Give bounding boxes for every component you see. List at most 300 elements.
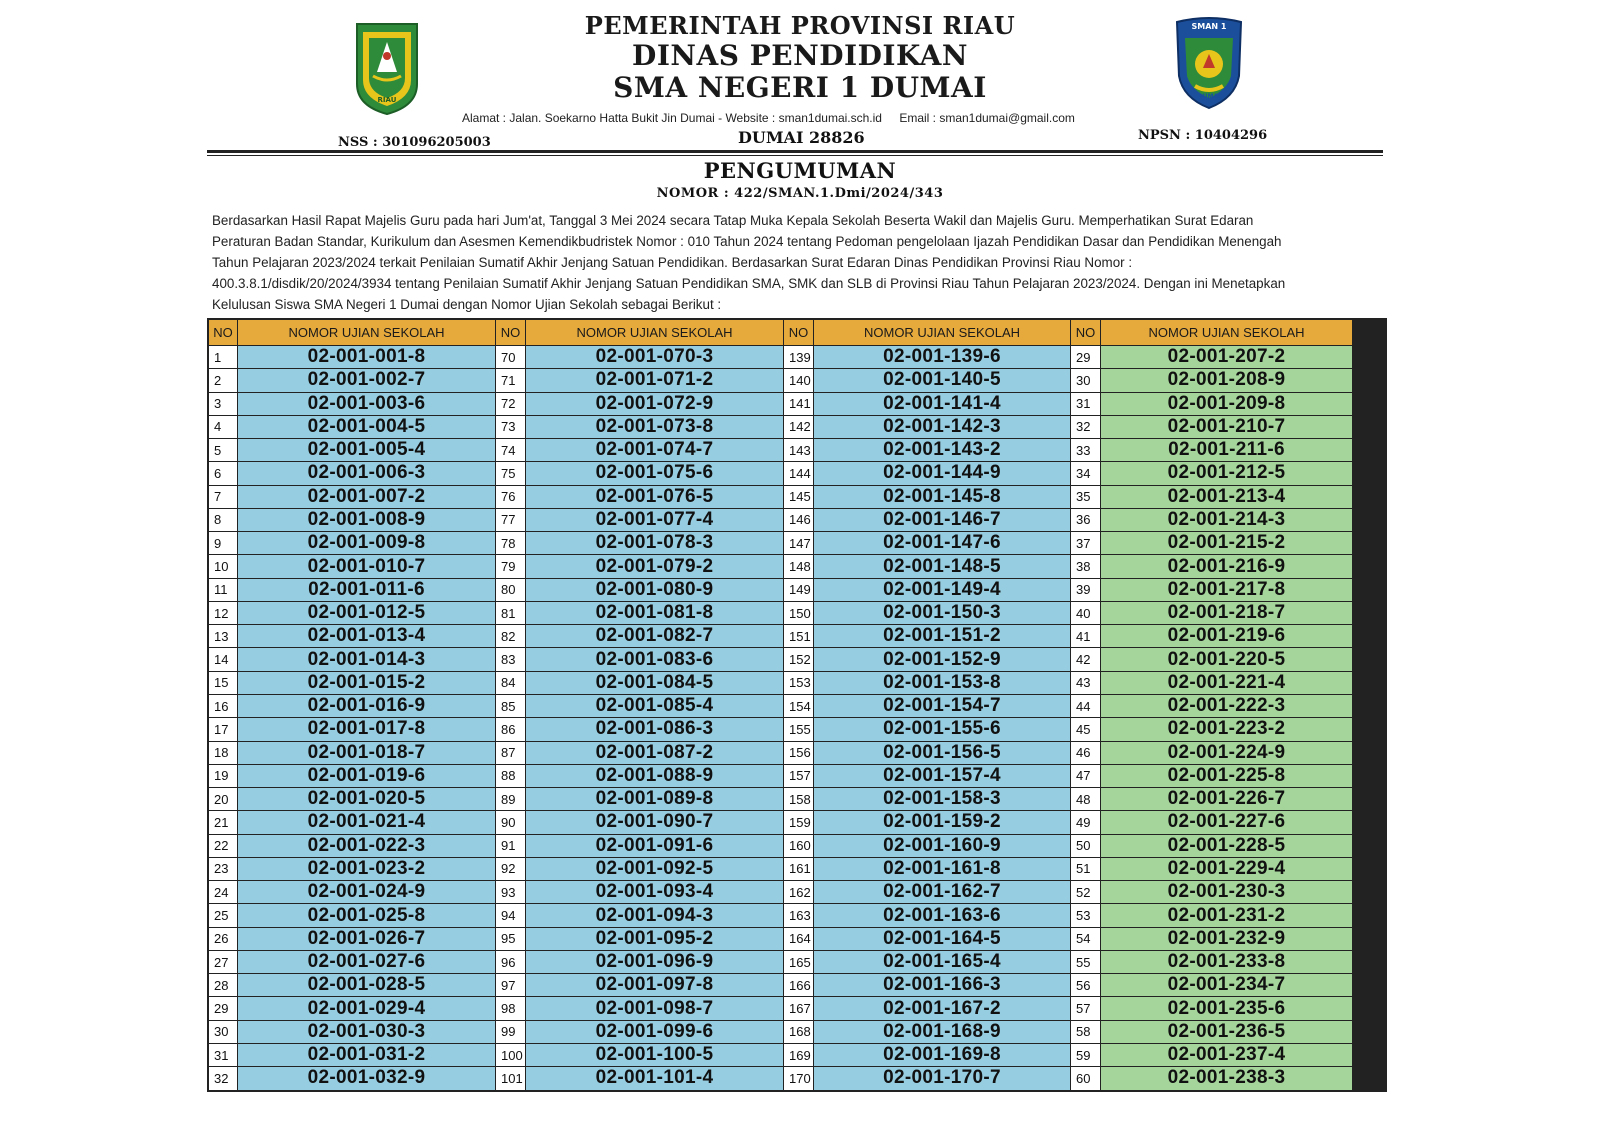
table-row xyxy=(784,787,1071,810)
table-row xyxy=(496,485,784,508)
exam-number: 02-001-099-6 xyxy=(526,1021,784,1043)
row-number: 73 xyxy=(496,416,526,438)
table-row xyxy=(496,694,784,717)
exam-number: 02-001-095-2 xyxy=(526,928,784,950)
row-number: 40 xyxy=(1071,602,1101,624)
table-row xyxy=(784,1043,1071,1066)
nss-number: NSS : 301096205003 xyxy=(338,135,491,150)
exam-number: 02-001-144-9 xyxy=(814,462,1071,484)
exam-number: 02-001-140-5 xyxy=(814,369,1071,391)
body-line: Berdasarkan Hasil Rapat Majelis Guru pada hari Jum'at, Tanggal 3 Mei 2024 secara Tatap Muka Kepala Sekolah Beserta Wakil dan Majelis Guru. Memperhatikan Surat Edaran xyxy=(212,213,1254,228)
table-row xyxy=(1071,741,1353,764)
table-row xyxy=(784,927,1071,950)
exam-number: 02-001-219-6 xyxy=(1101,625,1353,647)
exam-number: 02-001-234-7 xyxy=(1101,974,1353,996)
table-row xyxy=(209,554,496,577)
row-number: 49 xyxy=(1071,811,1101,833)
exam-number: 02-001-161-8 xyxy=(814,858,1071,880)
table-row xyxy=(784,461,1071,484)
table-column xyxy=(496,320,784,1090)
table-row xyxy=(1071,531,1353,554)
row-number: 36 xyxy=(1071,509,1101,531)
table-row xyxy=(784,857,1071,880)
city-postcode: DUMAI 28826 xyxy=(738,128,865,147)
exam-number: 02-001-029-4 xyxy=(238,997,496,1019)
row-number: 86 xyxy=(496,718,526,740)
row-number: 45 xyxy=(1071,718,1101,740)
exam-number: 02-001-024-9 xyxy=(238,881,496,903)
exam-number: 02-001-153-8 xyxy=(814,672,1071,694)
exam-number: 02-001-211-6 xyxy=(1101,439,1353,461)
row-number: 44 xyxy=(1071,695,1101,717)
exam-number: 02-001-004-5 xyxy=(238,416,496,438)
row-number: 80 xyxy=(496,579,526,601)
exam-number: 02-001-224-9 xyxy=(1101,742,1353,764)
table-row xyxy=(209,1066,496,1089)
exam-number: 02-001-015-2 xyxy=(238,672,496,694)
row-number: 100 xyxy=(496,1044,526,1066)
exam-number: 02-001-014-3 xyxy=(238,648,496,670)
exam-number: 02-001-022-3 xyxy=(238,835,496,857)
exam-number: 02-001-146-7 xyxy=(814,509,1071,531)
exam-number: 02-001-231-2 xyxy=(1101,904,1353,926)
table-row xyxy=(784,415,1071,438)
exam-number: 02-001-164-5 xyxy=(814,928,1071,950)
exam-number: 02-001-026-7 xyxy=(238,928,496,950)
row-number: 141 xyxy=(784,393,814,415)
table-header-row xyxy=(209,320,496,345)
table-row xyxy=(209,578,496,601)
table-row xyxy=(209,392,496,415)
exam-number: 02-001-165-4 xyxy=(814,951,1071,973)
table-row xyxy=(1071,787,1353,810)
row-number: 23 xyxy=(209,858,238,880)
row-number: 42 xyxy=(1071,648,1101,670)
row-number: 158 xyxy=(784,788,814,810)
row-number: 16 xyxy=(209,695,238,717)
table-row xyxy=(209,345,496,368)
table-row xyxy=(1071,345,1353,368)
exam-number: 02-001-076-5 xyxy=(526,486,784,508)
table-row xyxy=(209,461,496,484)
row-number: 170 xyxy=(784,1067,814,1089)
table-row xyxy=(496,624,784,647)
table-row xyxy=(209,624,496,647)
table-row xyxy=(496,950,784,973)
table-row xyxy=(496,857,784,880)
table-row xyxy=(1071,671,1353,694)
letterhead-school: SMA NEGERI 1 DUMAI xyxy=(613,71,987,104)
exam-number: 02-001-223-2 xyxy=(1101,718,1353,740)
exam-number: 02-001-236-5 xyxy=(1101,1021,1353,1043)
row-number: 154 xyxy=(784,695,814,717)
header-exam-number: NOMOR UJIAN SEKOLAH xyxy=(238,320,496,345)
exam-number: 02-001-011-6 xyxy=(238,579,496,601)
row-number: 167 xyxy=(784,997,814,1019)
table-row xyxy=(209,787,496,810)
exam-number: 02-001-216-9 xyxy=(1101,555,1353,577)
exam-number: 02-001-031-2 xyxy=(238,1044,496,1066)
row-number: 32 xyxy=(209,1067,238,1089)
table-row xyxy=(784,578,1071,601)
row-number: 30 xyxy=(209,1021,238,1043)
exam-number: 02-001-096-9 xyxy=(526,951,784,973)
exam-number: 02-001-017-8 xyxy=(238,718,496,740)
announcement-title: PENGUMUMAN xyxy=(703,158,897,183)
table-row xyxy=(784,834,1071,857)
row-number: 15 xyxy=(209,672,238,694)
row-number: 81 xyxy=(496,602,526,624)
exam-number: 02-001-238-3 xyxy=(1101,1067,1353,1089)
exam-number: 02-001-226-7 xyxy=(1101,788,1353,810)
row-number: 43 xyxy=(1071,672,1101,694)
row-number: 37 xyxy=(1071,532,1101,554)
table-row xyxy=(1071,1066,1353,1089)
npsn-number: NPSN : 10404296 xyxy=(1138,128,1268,143)
table-row xyxy=(496,554,784,577)
row-number: 9 xyxy=(209,532,238,554)
table-row xyxy=(1071,857,1353,880)
row-number: 29 xyxy=(1071,346,1101,368)
table-row xyxy=(1071,438,1353,461)
table-row xyxy=(496,578,784,601)
table-row xyxy=(1071,717,1353,740)
table-row xyxy=(496,927,784,950)
row-number: 92 xyxy=(496,858,526,880)
table-row xyxy=(784,531,1071,554)
table-row xyxy=(784,694,1071,717)
table-row xyxy=(1071,764,1353,787)
exam-number: 02-001-005-4 xyxy=(238,439,496,461)
exam-number: 02-001-016-9 xyxy=(238,695,496,717)
row-number: 163 xyxy=(784,904,814,926)
table-row xyxy=(209,996,496,1019)
table-row xyxy=(209,508,496,531)
exam-number: 02-001-170-7 xyxy=(814,1067,1071,1089)
table-row xyxy=(1071,880,1353,903)
body-line: 400.3.8.1/disdik/20/2024/3934 tentang Penilaian Sumatif Akhir Jenjang Satuan Pendidikan SMA, SMK dan SLB di Provinsi Riau Tahun Pelajaran 2023/2024. Dengan ini Menetapkan xyxy=(212,276,1286,291)
table-row xyxy=(784,485,1071,508)
row-number: 160 xyxy=(784,835,814,857)
exam-number: 02-001-147-6 xyxy=(814,532,1071,554)
table-row xyxy=(784,671,1071,694)
sman1-logo-text: SMAN 1 xyxy=(1191,22,1227,31)
exam-number: 02-001-154-7 xyxy=(814,695,1071,717)
table-row xyxy=(784,392,1071,415)
table-row xyxy=(496,717,784,740)
table-row xyxy=(496,461,784,484)
row-number: 78 xyxy=(496,532,526,554)
exam-number: 02-001-225-8 xyxy=(1101,765,1353,787)
sman1-logo-subtext: DUMAI xyxy=(1197,93,1221,100)
row-number: 85 xyxy=(496,695,526,717)
row-number: 164 xyxy=(784,928,814,950)
table-row xyxy=(784,903,1071,926)
row-number: 83 xyxy=(496,648,526,670)
table-row xyxy=(496,508,784,531)
table-row xyxy=(1071,1020,1353,1043)
table-row xyxy=(784,810,1071,833)
exam-number: 02-001-020-5 xyxy=(238,788,496,810)
exam-number: 02-001-230-3 xyxy=(1101,881,1353,903)
exam-number: 02-001-007-2 xyxy=(238,486,496,508)
row-number: 11 xyxy=(209,579,238,601)
table-row xyxy=(1071,950,1353,973)
table-row xyxy=(784,880,1071,903)
exam-number: 02-001-141-4 xyxy=(814,393,1071,415)
exam-number: 02-001-166-3 xyxy=(814,974,1071,996)
table-row xyxy=(496,810,784,833)
row-number: 28 xyxy=(209,974,238,996)
header-no: NO xyxy=(1071,320,1101,345)
exam-number: 02-001-152-9 xyxy=(814,648,1071,670)
row-number: 98 xyxy=(496,997,526,1019)
row-number: 57 xyxy=(1071,997,1101,1019)
exam-number: 02-001-030-3 xyxy=(238,1021,496,1043)
row-number: 79 xyxy=(496,555,526,577)
row-number: 41 xyxy=(1071,625,1101,647)
exam-number: 02-001-021-4 xyxy=(238,811,496,833)
row-number: 140 xyxy=(784,369,814,391)
table-row xyxy=(784,1066,1071,1089)
exam-number: 02-001-217-8 xyxy=(1101,579,1353,601)
exam-number: 02-001-212-5 xyxy=(1101,462,1353,484)
table-row xyxy=(209,531,496,554)
exam-number: 02-001-009-8 xyxy=(238,532,496,554)
row-number: 145 xyxy=(784,486,814,508)
row-number: 146 xyxy=(784,509,814,531)
table-row xyxy=(784,717,1071,740)
table-row xyxy=(496,345,784,368)
row-number: 169 xyxy=(784,1044,814,1066)
exam-number: 02-001-101-4 xyxy=(526,1067,784,1089)
table-row xyxy=(209,717,496,740)
table-row xyxy=(784,624,1071,647)
exam-number: 02-001-208-9 xyxy=(1101,369,1353,391)
exam-number: 02-001-079-2 xyxy=(526,555,784,577)
table-row xyxy=(1071,601,1353,624)
exam-number: 02-001-074-7 xyxy=(526,439,784,461)
header-exam-number: NOMOR UJIAN SEKOLAH xyxy=(1101,320,1353,345)
exam-number: 02-001-028-5 xyxy=(238,974,496,996)
email-text: Email : sman1dumai@gmail.com xyxy=(899,111,1075,125)
header-exam-number: NOMOR UJIAN SEKOLAH xyxy=(526,320,784,345)
table-row xyxy=(209,857,496,880)
row-number: 51 xyxy=(1071,858,1101,880)
table-row xyxy=(496,368,784,391)
exam-number: 02-001-072-9 xyxy=(526,393,784,415)
table-row xyxy=(784,438,1071,461)
exam-number: 02-001-145-8 xyxy=(814,486,1071,508)
table-column xyxy=(209,320,496,1090)
row-number: 139 xyxy=(784,346,814,368)
table-row xyxy=(496,392,784,415)
table-row xyxy=(784,508,1071,531)
exam-number: 02-001-077-4 xyxy=(526,509,784,531)
row-number: 156 xyxy=(784,742,814,764)
row-number: 159 xyxy=(784,811,814,833)
exam-number: 02-001-158-3 xyxy=(814,788,1071,810)
table-row xyxy=(784,764,1071,787)
row-number: 74 xyxy=(496,439,526,461)
row-number: 50 xyxy=(1071,835,1101,857)
row-number: 56 xyxy=(1071,974,1101,996)
row-number: 70 xyxy=(496,346,526,368)
exam-number: 02-001-012-5 xyxy=(238,602,496,624)
exam-number: 02-001-098-7 xyxy=(526,997,784,1019)
table-row xyxy=(1071,554,1353,577)
row-number: 53 xyxy=(1071,904,1101,926)
table-row xyxy=(209,438,496,461)
table-row xyxy=(496,903,784,926)
body-line: Peraturan Badan Standar, Kurikulum dan Asesmen Kemendikbudristek Nomor : 010 Tahun 2024 tentang Pedoman pengelolaan Ijazah Pendidikan Dasar dan Pendidikan Menengah xyxy=(212,234,1282,249)
table-row xyxy=(496,741,784,764)
row-number: 101 xyxy=(496,1067,526,1089)
exam-number: 02-001-091-6 xyxy=(526,835,784,857)
exam-number: 02-001-150-3 xyxy=(814,602,1071,624)
row-number: 39 xyxy=(1071,579,1101,601)
row-number: 94 xyxy=(496,904,526,926)
table-row xyxy=(496,1020,784,1043)
row-number: 90 xyxy=(496,811,526,833)
row-number: 8 xyxy=(209,509,238,531)
exam-number: 02-001-071-2 xyxy=(526,369,784,391)
exam-number: 02-001-215-2 xyxy=(1101,532,1353,554)
exam-number: 02-001-008-9 xyxy=(238,509,496,531)
row-number: 47 xyxy=(1071,765,1101,787)
table-row xyxy=(1071,624,1353,647)
table-row xyxy=(1071,834,1353,857)
exam-number: 02-001-097-8 xyxy=(526,974,784,996)
exam-number: 02-001-002-7 xyxy=(238,369,496,391)
row-number: 14 xyxy=(209,648,238,670)
row-number: 99 xyxy=(496,1021,526,1043)
exam-number: 02-001-156-5 xyxy=(814,742,1071,764)
row-number: 168 xyxy=(784,1021,814,1043)
table-row xyxy=(209,601,496,624)
exam-number: 02-001-218-7 xyxy=(1101,602,1353,624)
exam-number: 02-001-149-4 xyxy=(814,579,1071,601)
row-number: 71 xyxy=(496,369,526,391)
exam-number: 02-001-169-8 xyxy=(814,1044,1071,1066)
table-row xyxy=(784,996,1071,1019)
exam-number: 02-001-088-9 xyxy=(526,765,784,787)
table-row xyxy=(1071,508,1353,531)
row-number: 17 xyxy=(209,718,238,740)
header-no: NO xyxy=(496,320,526,345)
header-no: NO xyxy=(209,320,238,345)
exam-number: 02-001-221-4 xyxy=(1101,672,1353,694)
row-number: 5 xyxy=(209,439,238,461)
row-number: 10 xyxy=(209,555,238,577)
table-row xyxy=(1071,810,1353,833)
row-number: 21 xyxy=(209,811,238,833)
exam-number: 02-001-151-2 xyxy=(814,625,1071,647)
letterhead-agency: DINAS PENDIDIKAN xyxy=(632,39,968,72)
exam-number: 02-001-237-4 xyxy=(1101,1044,1353,1066)
exam-number: 02-001-227-6 xyxy=(1101,811,1353,833)
header-exam-number: NOMOR UJIAN SEKOLAH xyxy=(814,320,1071,345)
exam-number: 02-001-222-3 xyxy=(1101,695,1353,717)
table-row xyxy=(784,647,1071,670)
table-row xyxy=(1071,578,1353,601)
exam-number: 02-001-155-6 xyxy=(814,718,1071,740)
exam-number: 02-001-143-2 xyxy=(814,439,1071,461)
exam-number: 02-001-233-8 xyxy=(1101,951,1353,973)
row-number: 30 xyxy=(1071,369,1101,391)
exam-number: 02-001-093-4 xyxy=(526,881,784,903)
exam-number: 02-001-023-2 xyxy=(238,858,496,880)
row-number: 24 xyxy=(209,881,238,903)
exam-number: 02-001-213-4 xyxy=(1101,486,1353,508)
table-header-row xyxy=(784,320,1071,345)
exam-number: 02-001-232-9 xyxy=(1101,928,1353,950)
riau-emblem-text: RIAU xyxy=(377,96,397,104)
exam-number: 02-001-080-9 xyxy=(526,579,784,601)
exam-number: 02-001-090-7 xyxy=(526,811,784,833)
table-header-row xyxy=(1071,320,1353,345)
row-number: 46 xyxy=(1071,742,1101,764)
row-number: 35 xyxy=(1071,486,1101,508)
exam-number: 02-001-142-3 xyxy=(814,416,1071,438)
table-row xyxy=(496,764,784,787)
exam-number: 02-001-089-8 xyxy=(526,788,784,810)
row-number: 95 xyxy=(496,928,526,950)
row-number: 13 xyxy=(209,625,238,647)
exam-number: 02-001-157-4 xyxy=(814,765,1071,787)
exam-number: 02-001-006-3 xyxy=(238,462,496,484)
exam-number: 02-001-085-4 xyxy=(526,695,784,717)
exam-number: 02-001-032-9 xyxy=(238,1067,496,1089)
table-row xyxy=(209,741,496,764)
table-row xyxy=(496,647,784,670)
row-number: 58 xyxy=(1071,1021,1101,1043)
table-row xyxy=(1071,368,1353,391)
announcement-body xyxy=(212,210,1387,315)
row-number: 6 xyxy=(209,462,238,484)
table-row xyxy=(496,834,784,857)
row-number: 149 xyxy=(784,579,814,601)
table-row xyxy=(209,368,496,391)
row-number: 87 xyxy=(496,742,526,764)
exam-number: 02-001-209-8 xyxy=(1101,393,1353,415)
row-number: 161 xyxy=(784,858,814,880)
row-number: 34 xyxy=(1071,462,1101,484)
table-row xyxy=(784,950,1071,973)
row-number: 29 xyxy=(209,997,238,1019)
exam-number: 02-001-010-7 xyxy=(238,555,496,577)
table-column xyxy=(1071,320,1353,1090)
table-row xyxy=(496,671,784,694)
exam-number: 02-001-027-6 xyxy=(238,951,496,973)
letterhead-divider-thin xyxy=(207,155,1383,156)
row-number: 88 xyxy=(496,765,526,787)
table-row xyxy=(209,950,496,973)
letterhead-address xyxy=(462,111,1142,125)
exam-number: 02-001-148-5 xyxy=(814,555,1071,577)
table-row xyxy=(209,485,496,508)
row-number: 96 xyxy=(496,951,526,973)
row-number: 55 xyxy=(1071,951,1101,973)
row-number: 75 xyxy=(496,462,526,484)
exam-number: 02-001-078-3 xyxy=(526,532,784,554)
table-row xyxy=(209,764,496,787)
row-number: 52 xyxy=(1071,881,1101,903)
row-number: 54 xyxy=(1071,928,1101,950)
row-number: 147 xyxy=(784,532,814,554)
exam-number: 02-001-073-8 xyxy=(526,416,784,438)
table-row xyxy=(1071,485,1353,508)
